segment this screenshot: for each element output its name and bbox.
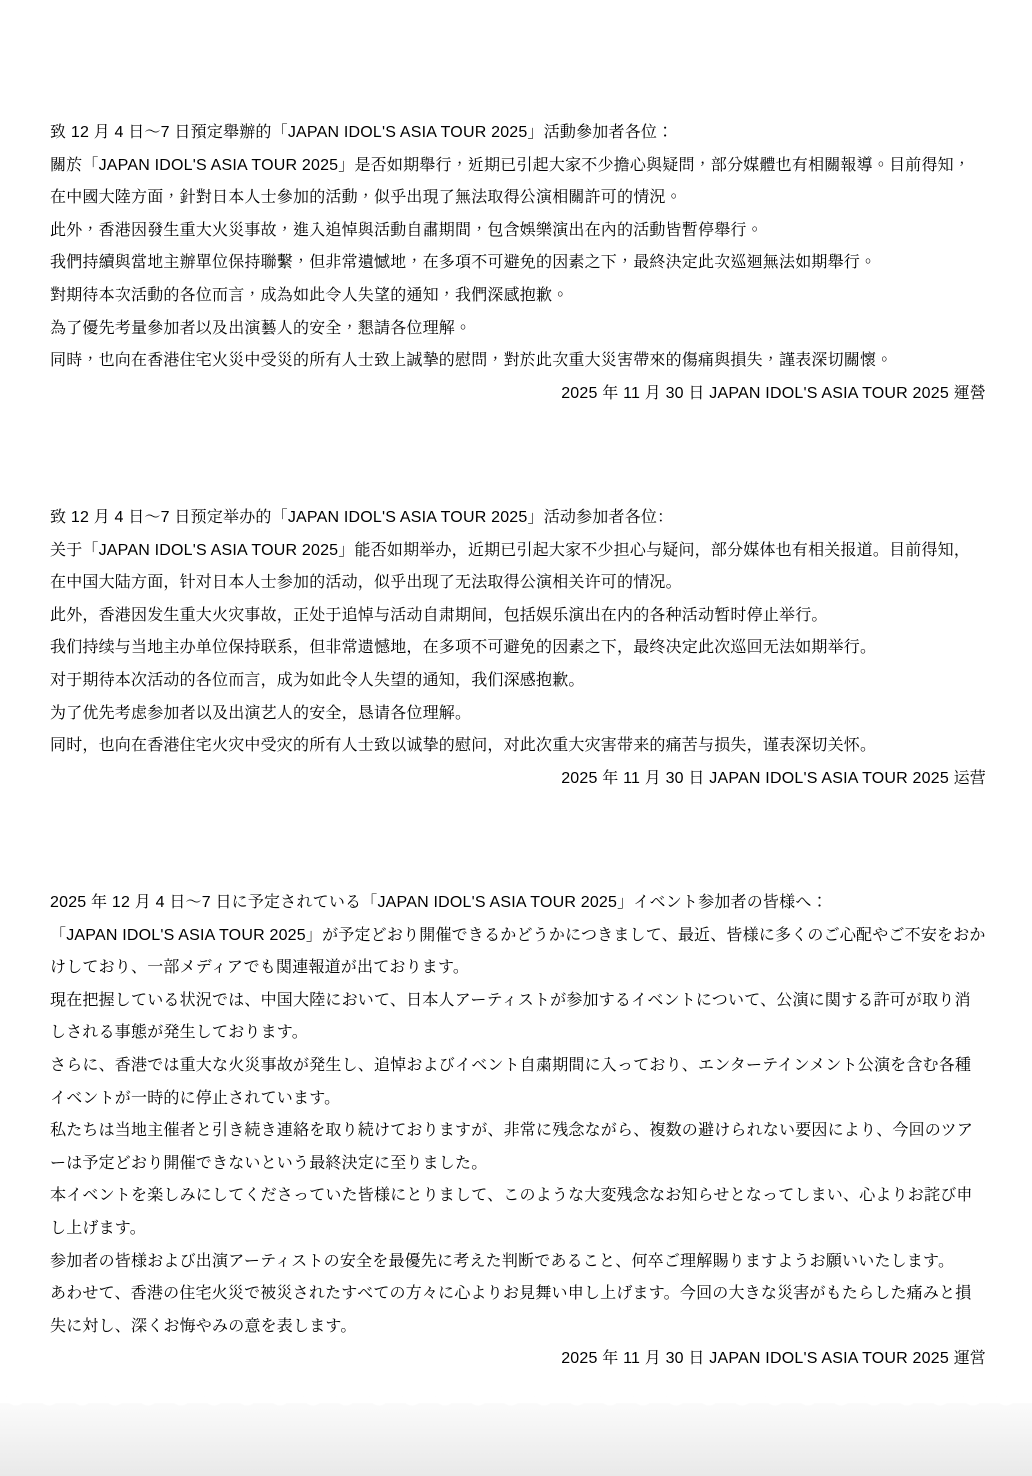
notice-paragraph: 私たちは当地主催者と引き続き連絡を取り続けておりますが、非常に残念ながら、複数の避けられない要因により、今回のツアーは予定どおり開催できないという最終決定に至りました。	[50, 1122, 974, 1172]
notice-paragraph: 我們持續與當地主辦單位保持聯繫，但非常遺憾地，在多項不可避免的因素之下，最終決定此次巡迴無法如期舉行。	[50, 254, 877, 272]
notice-paragraph: 為了優先考量參加者以及出演藝人的安全，懇請各位理解。	[50, 319, 472, 337]
notice-paragraph: 参加者の皆様および出演アーティストの安全を最優先に考えた判断であること、何卒ご理解賜りますようお願いいたします。	[50, 1252, 955, 1270]
notice-paragraph: さらに、香港では重大な火災事故が発生し、追悼およびイベント自粛期間に入っており、エンターテインメント公演を含む各種イベントが一時的に停止されています。	[50, 1056, 972, 1107]
notice-paragraph: 現在把握している状況では、中国大陸において、日本人アーティストが参加するイベントについて、公演に関する許可が取り消しされる事態が発生しております。	[50, 991, 971, 1042]
notice-paragraph: 本イベントを楽しみにしてくださっていた皆様にとりまして、このような大変残念なお知らせとなってしまい、心よりお詫び申し上げます。	[50, 1187, 973, 1237]
notice-paragraph: あわせて、香港の住宅火災で被災されたすべての方々に心よりお見舞い申し上げます。今回の大きな災害がもたらした痛みと損失に対し、深くお悔やみの意を表します。	[50, 1285, 972, 1335]
notice-paragraph: 为了优先考虑参加者以及出演艺人的安全，恳请各位理解。	[50, 704, 472, 722]
notice-paragraph: 「JAPAN IDOL'S ASIA TOUR 2025」が予定どおり開催できるかどうかにつきまして、最近、皆様に多くのご心配やご不安をおかけしており、一部メディアでも関連報道が出ております。	[50, 926, 986, 977]
notice-paragraph: 我们持续与当地主办单位保持联系，但非常遗憾地，在多项不可避免的因素之下，最终决定此次巡回无法如期举行。	[50, 639, 877, 657]
notice-signature: 2025 年 11 月 30 日 JAPAN IDOL'S ASIA TOUR 2025 运营	[561, 769, 986, 787]
notice-salutation: 2025 年 12 月 4 日～7 日に予定されている「JAPAN IDOL'S ASIA TOUR 2025」イベント参加者の皆様へ：	[50, 894, 828, 911]
notice-salutation: 致 12 月 4 日～7 日預定舉辦的「JAPAN IDOL'S ASIA TOUR 2025」活動參加者各位：	[50, 124, 674, 141]
notice-signature: 2025 年 11 月 30 日 JAPAN IDOL'S ASIA TOUR 2025 運営	[561, 1350, 986, 1368]
notice-japanese	[50, 887, 986, 1376]
notice-paragraph: 關於「JAPAN IDOL'S ASIA TOUR 2025」是否如期舉行，近期已引起大家不少擔心與疑問，部分媒體也有相關報導。目前得知，在中國大陸方面，針對日本人士參加的活動，似乎出現了無法取得公演相關許可的情況。	[50, 156, 971, 207]
notice-paragraph: 对于期待本次活动的各位而言，成为如此令人失望的通知，我们深感抱歉。	[50, 671, 585, 689]
notice-paragraph: 关于「JAPAN IDOL'S ASIA TOUR 2025」能否如期举办，近期已引起大家不少担心与疑问，部分媒体也有相关报道。目前得知，在中国大陆方面，针对日本人士参加的活动，似乎出现了无法取得公演相关许可的情况。	[50, 541, 971, 592]
notice-salutation: 致 12 月 4 日～7 日预定举办的「JAPAN IDOL'S ASIA TOUR 2025」活动参加者各位：	[50, 509, 674, 526]
notice-paragraph: 此外，香港因發生重大火災事故，進入追悼與活動自肅期間，包含娛樂演出在內的活動皆暫停舉行。	[50, 221, 763, 239]
notice-simplified-chinese	[50, 502, 986, 795]
notice-paragraph: 對期待本次活動的各位而言，成為如此令人失望的通知，我們深感抱歉。	[50, 286, 569, 304]
torn-page-bottom-edge	[0, 1403, 1032, 1476]
notice-traditional-chinese	[50, 117, 986, 410]
notice-paragraph: 此外，香港因发生重大火灾事故，正处于追悼与活动自肃期间，包括娱乐演出在内的各种活动暂时停止举行。	[50, 606, 828, 624]
notice-paragraph: 同時，也向在香港住宅火災中受災的所有人士致上誠摯的慰問，對於此次重大災害帶來的傷痛與損失，謹表深切關懷。	[50, 352, 893, 370]
notice-signature: 2025 年 11 月 30 日 JAPAN IDOL'S ASIA TOUR 2025 運營	[561, 384, 986, 402]
notice-paragraph: 同时，也向在香港住宅火灾中受灾的所有人士致以诚挚的慰问，对此次重大灾害带来的痛苦与损失，谨表深切关怀。	[50, 737, 877, 755]
